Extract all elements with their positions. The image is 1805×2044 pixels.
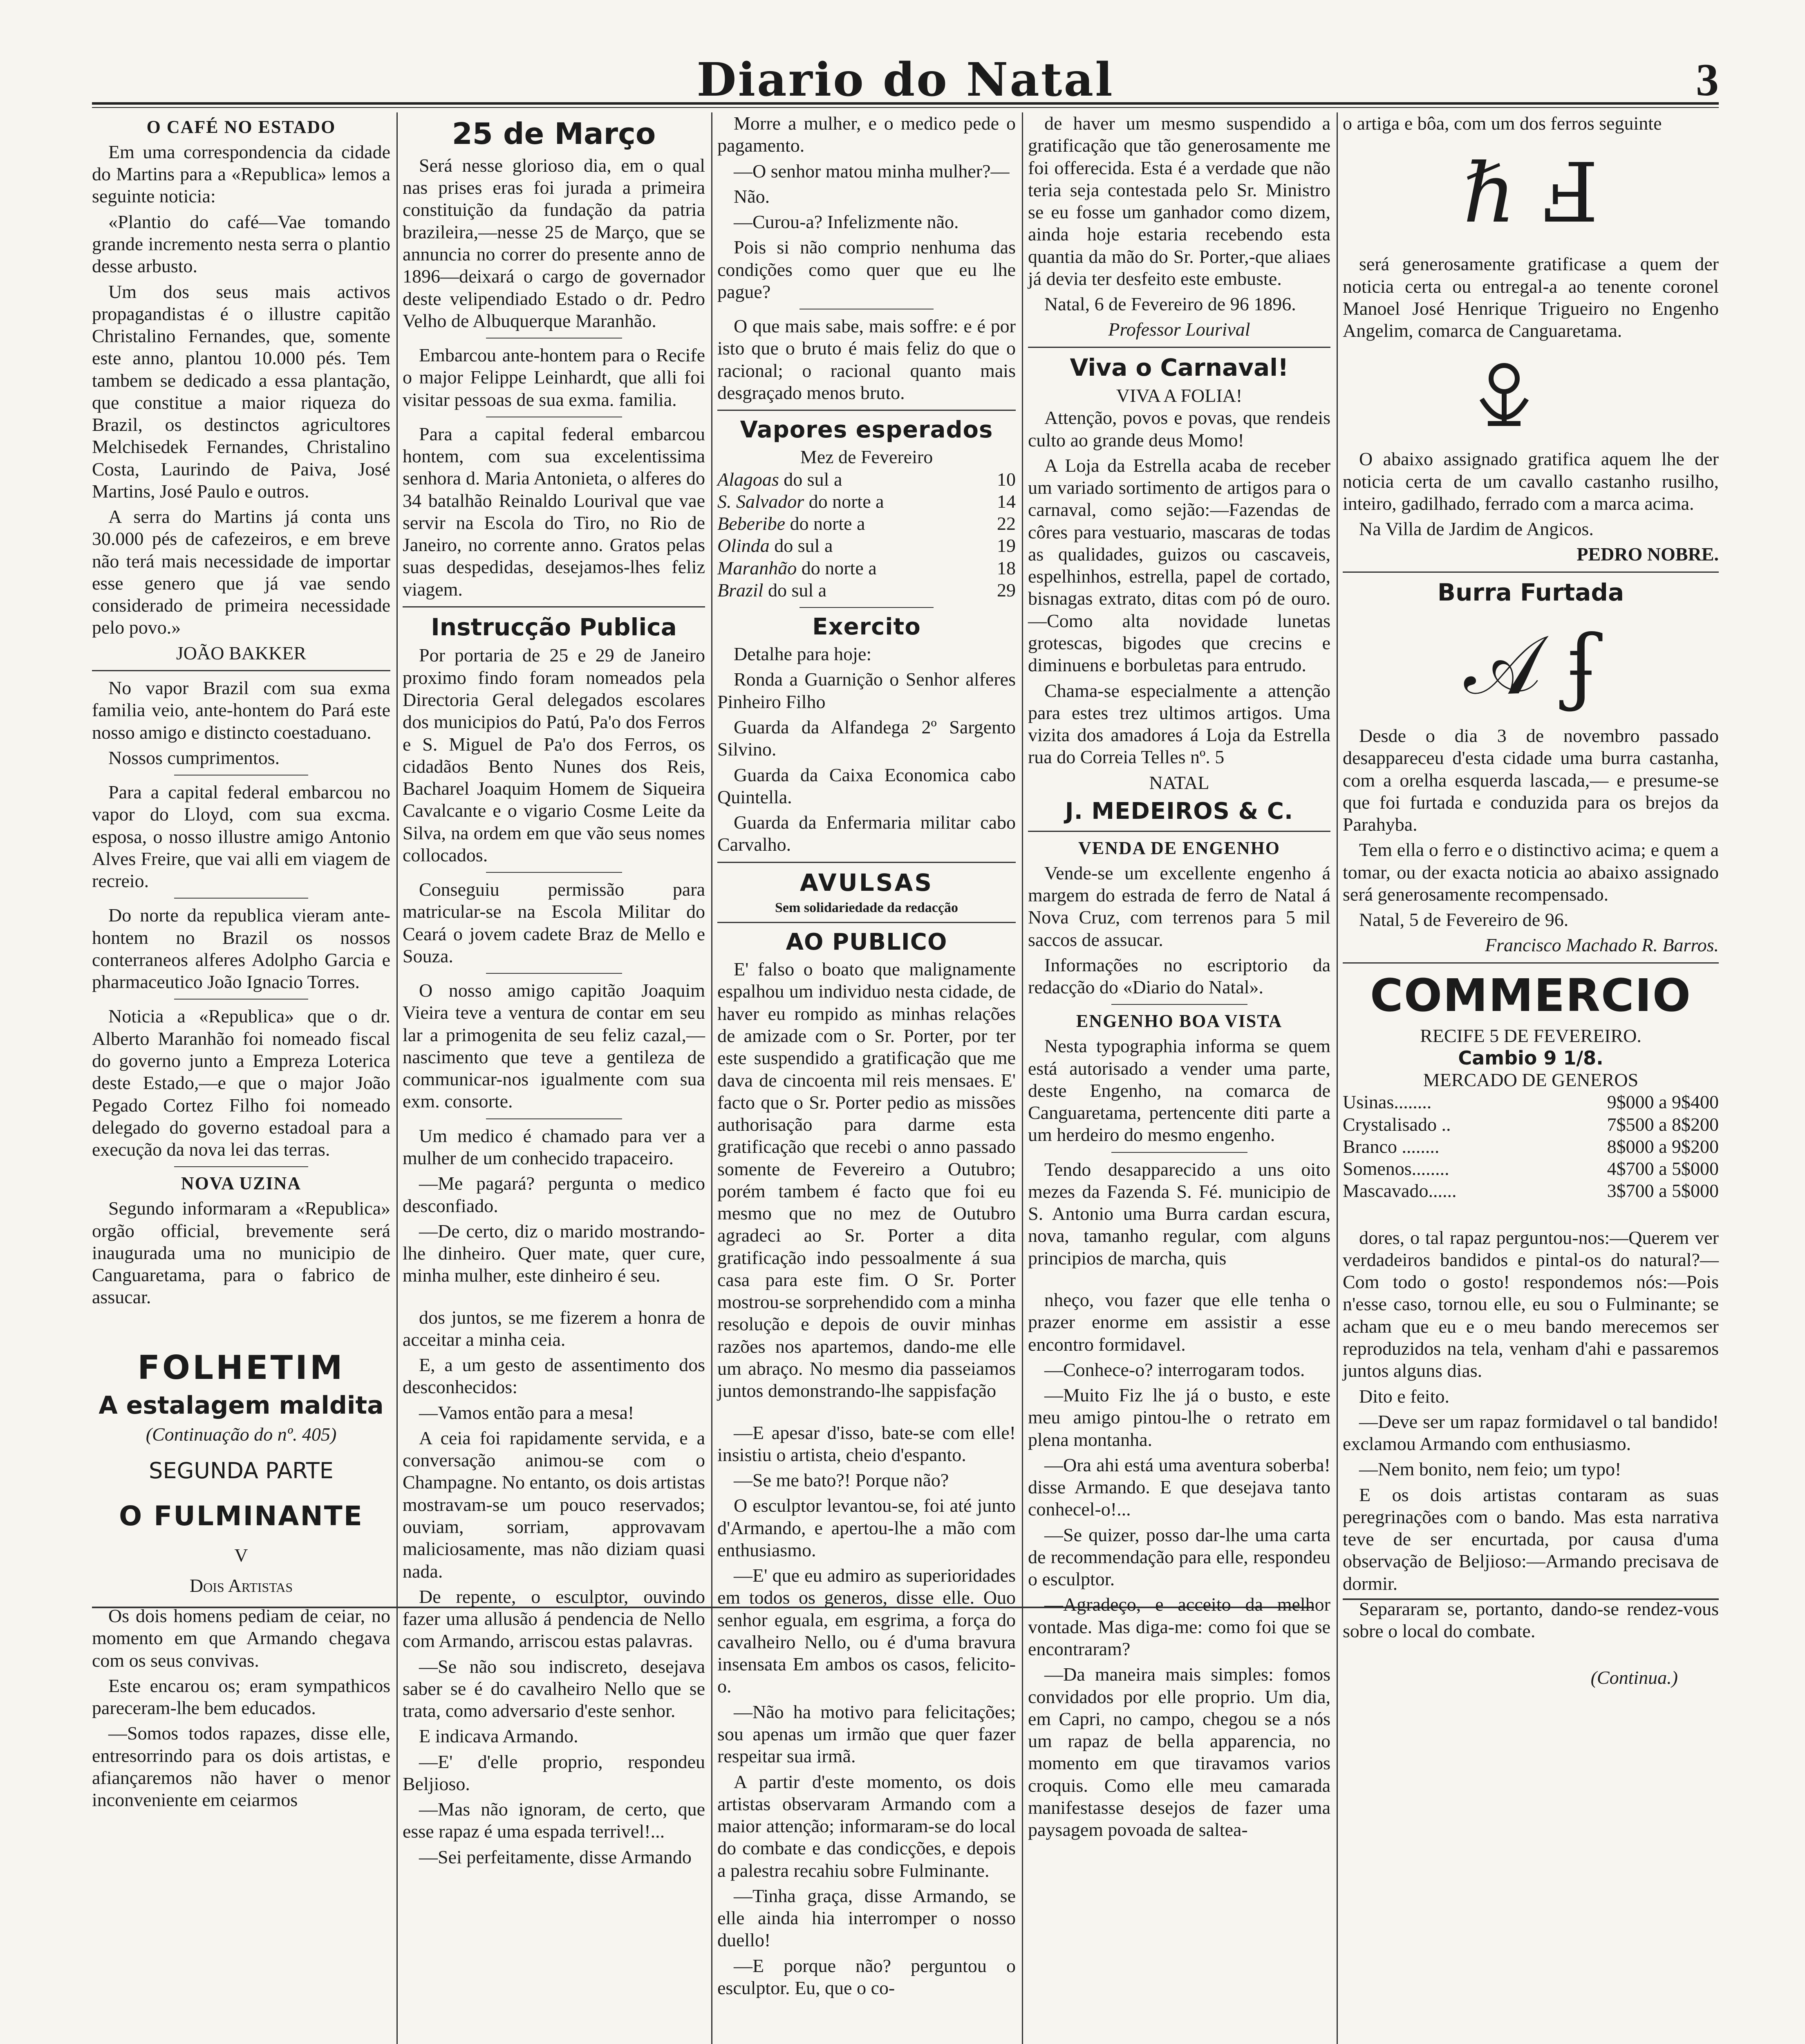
- article-paragraph: Pois si não comprio nenhuma das condições como quer que eu lhe pague?: [717, 237, 1016, 302]
- section-title: Vapores esperados: [740, 417, 993, 444]
- ship-row: Beberibe do norte a 22: [717, 513, 1016, 534]
- folhetim-paragraph: A partir d'este momento, os dois artistas observaram Armando com a maior attenção; informaram-se do local do combate e das condicções, e depois a palestra recahiu sobre Fulminante.: [717, 1771, 1016, 1881]
- folhetim-paragraph: —Nem bonito, nem feio; um typo!: [1359, 1459, 1621, 1480]
- folhetim-paragraph: E os dois artistas contaram as suas peregrinações com o bando. Mas esta narrativa teve de ser encurtada, por causa d'uma observação de Beljioso:—Armando precisava de dormir.: [1343, 1484, 1719, 1594]
- article-title: ENGENHO BOA VISTA: [1076, 1011, 1283, 1031]
- exchange-rate: Cambio 9 1/8.: [1458, 1047, 1603, 1069]
- column-rule: [396, 112, 398, 2044]
- article-title: AO PUBLICO: [786, 929, 947, 956]
- folhetim-paragraph: E indicava Armando.: [419, 1726, 578, 1747]
- divider: [486, 973, 622, 974]
- folhetim-paragraph: —E' que eu admiro as superioridades em todos os generos, disse elle. Ouo senhor eguala, em esgrima, a força do cavalheiro Nello, ou é d'uma bravura insensata Em ambos os casos, felicito-o.: [717, 1565, 1016, 1697]
- article-paragraph: Em uma correspondencia da cidade do Martins para a «Republica» lemos a seguinte noticia:: [92, 141, 390, 207]
- column-rule: [711, 112, 712, 2044]
- article-signature: JOÃO BAKKER: [176, 642, 307, 663]
- folhetim-paragraph: dos juntos, se me fizerem a honra de acceitar a minha ceia.: [403, 1307, 705, 1350]
- divider: [174, 898, 309, 899]
- ship-row: S. Salvador do norte a 14: [717, 491, 1016, 512]
- article-paragraph: Conseguiu permissão para matricular-se na Escola Militar do Ceará o jovem cadete Braz de Mello e Souza.: [403, 879, 705, 966]
- divider: [717, 410, 1016, 411]
- market-row: Mascavado...... 3$700 a 5$000: [1343, 1180, 1719, 1201]
- folhetim-paragraph: —Somos todos rapazes, disse elle, entresorrindo para os dois artistas, e afiançaremos não haver o menor inconveniente em ceiarmos: [92, 1723, 390, 1811]
- column-2: [403, 112, 705, 1977]
- masthead: [92, 53, 1719, 106]
- folhetim-paragraph: —Não ha motivo para felicitações; sou apenas um irmão que quer fazer respeitar sua irmã.: [717, 1701, 1016, 1767]
- column-1: [92, 112, 390, 1977]
- article-paragraph: Não.: [734, 186, 770, 207]
- article-paragraph: Guarda da Enfermaria militar cabo Carvalho.: [717, 812, 1016, 855]
- folhetim-paragraph: —Muito Fiz lhe já o busto, e este meu amigo pintou-lhe o retrato em plena montanha.: [1028, 1385, 1330, 1450]
- market-row: Branco ........ 8$000 a 9$200: [1343, 1136, 1719, 1157]
- article-title: VENDA DE ENGENHO: [1078, 838, 1281, 858]
- newspaper-title: Diario do Natal: [696, 53, 1114, 107]
- article-paragraph: —Me pagará? pergunta o medico desconfiado.: [403, 1173, 705, 1216]
- market-row: Crystalisado .. 7$500 a 8$200: [1343, 1114, 1719, 1135]
- folhetim-part: SEGUNDA PARTE: [149, 1458, 334, 1484]
- folhetim-subtitle: A estalagem maldita: [99, 1391, 384, 1420]
- article-title: Viva o Carnaval!: [1070, 353, 1289, 381]
- horse-brand-mark: [1343, 346, 1719, 444]
- divider: [1111, 1152, 1247, 1153]
- article-paragraph: Nossos cumprimentos.: [108, 747, 280, 768]
- masthead-rule-thin: [92, 107, 1719, 108]
- folhetim-paragraph: —Tinha graça, disse Armando, se elle ainda hia interromper o nosso duello!: [717, 1885, 1016, 1951]
- article-paragraph: —De certo, diz o marido mostrando-lhe dinheiro. Quer mate, quer cure, minha mulher, este dinheiro é seu.: [403, 1220, 705, 1286]
- folhetim-paragraph: —Deve ser um rapaz formidavel o tal bandido! exclamou Armando com enthusiasmo.: [1343, 1411, 1719, 1455]
- column-rule: [1337, 112, 1338, 2044]
- market-place-date: RECIFE 5 DE FEVEREIRO.: [1420, 1025, 1642, 1046]
- article-paragraph: Guarda da Caixa Economica cabo Quintella.: [717, 764, 1016, 807]
- folhetim-paragraph: dores, o tal rapaz perguntou-nos:—Querem ver verdadeiros bandidos e pintal-os do natural?—Com todo o gosto! respondemos nós:—Pois n'esse caso, tornou elle, eu sou o Fulminante; se acham que eu e o meu bando merecemos ser reproduzidos na tela, venham d'ahi e passaremos juntos alguns dias.: [1343, 1227, 1719, 1381]
- ship-row: Alagoas do sul a 10: [717, 468, 1016, 490]
- divider: [403, 606, 705, 607]
- article-title: Burra Furtada: [1437, 578, 1624, 606]
- divider: [799, 607, 934, 608]
- article-paragraph: «Plantio do café—Vae tomando grande incremento nesta serra o plantio desse arbusto.: [92, 211, 390, 277]
- article-paragraph: Ronda a Guarnição o Senhor alferes Pinheiro Filho: [717, 669, 1016, 712]
- column-rule: [1022, 112, 1023, 2044]
- folhetim-paragraph: E, a um gesto de assentimento dos desconhecidos:: [403, 1354, 705, 1398]
- folhetim-heading: FOLHETIM: [137, 1348, 345, 1387]
- column-4: [1028, 112, 1330, 1977]
- column-3: [717, 112, 1016, 1998]
- article-subtitle: VIVA A FOLIA!: [1116, 385, 1243, 406]
- article-signature: Francisco Machado R. Barros.: [1485, 935, 1719, 956]
- ship-row: Olinda do sul a 19: [717, 535, 1016, 556]
- folhetim-chapter-name: Dois Artistas: [189, 1575, 293, 1596]
- section-title: COMMERCIO: [1370, 969, 1692, 1022]
- folhetim-paragraph: —Agradeço, e acceito da melhor vontade. Mas diga-me: como foi que se encontraram?: [1028, 1594, 1330, 1659]
- folhetim-paragraph: —Se quizer, posso dar-lhe uma carta de recommendação para elle, respondeu o esculptor.: [1028, 1524, 1330, 1590]
- folhetim-paragraph: —Ora ahi está uma aventura soberba! disse Armando. E que desejava tanto conhecel-o!...: [1028, 1454, 1330, 1520]
- page-number: 3: [1696, 55, 1719, 105]
- article-paragraph: de haver um mesmo suspendido a gratificação que tão generosamente me foi offerecida. Esta é a verdade que não teria seja contestada pelo Sr. Ministro se eu fosse um ganhador como dizem, ainda hoje estaria recebendo esta quantia da mão do Sr. Porter,-que aliaes já devia ter desfeito este embuste.: [1028, 113, 1330, 289]
- folhetim-paragraph: —Da maneira mais simples: fomos convidados por elle proprio. Um dia, em Capri, no campo, chegou se a nós um rapaz de bella apparencia, no momento em que tiravamos varios croquis. Como elle meu camarada manifestasse desejos de fazer uma paysagem povoada de saltea-: [1028, 1664, 1330, 1840]
- market-row: Usinas........ 9$000 a 9$400: [1343, 1091, 1719, 1113]
- article-paragraph: A serra do Martins já conta uns 30.000 pés de cafezeiros, e em breve não terá mais necessidade de importar esse genero que já vae sendo considerado de primeira necessidade pelo povo.»: [92, 506, 390, 638]
- article-paragraph: E' falso o boato que malignamente espalhou um individuo nesta cidade, de haver eu rompido as minhas relações de amizade com o Sr. Porter, por ter este suspendido a gratificação que me dava de cincoenta mil reis mensaes. E' facto que o Sr. Porter pedio as missões authorisação para darme esta gratificação que recebi o anno passado somente de Fevereiro a Outubro; porém tambem é facto que foi eu mesmo que no mez de Outubro agradeci ao Sr. Porter a dita gratificação indo pessoalmente á sua casa para este fim. O Sr. Porter mostrou-se sorprehendido com a minha resolução e depois de ouvir minhas razões nos apartemos, dando-me elle um abraço. No mesmo dia passeiamos juntos demonstrando-lhe sappisfação: [717, 959, 1016, 1401]
- folhetim-continuation: (Continuação do nº. 405): [146, 1423, 337, 1445]
- article-title: 25 de Março: [452, 117, 656, 151]
- article-paragraph: Na Villa de Jardim de Angicos.: [1359, 518, 1594, 540]
- folhetim-paragraph: —Sei perfeitamente, disse Armando: [419, 1846, 692, 1867]
- article-paragraph: Noticia a «Republica» que o dr. Alberto Maranhão foi nomeado fiscal do governo junto a Empreza Loterica deste Estado,—e que o major João Pegado Cortez Filho foi nomeado delegado do governo estadoal para a execução da nova lei das terras.: [92, 1006, 390, 1160]
- folhetim-paragraph: —Mas não ignoram, de certo, que esse rapaz é uma espada terrivel!...: [403, 1799, 705, 1842]
- divider: [174, 1166, 309, 1167]
- article-paragraph: Informações no escriptorio da redacção do «Diario do Natal».: [1028, 954, 1330, 998]
- folhetim-paragraph: A ceia foi rapidamente servida, e a conversação animou-se com o Champagne. No entanto, os dois artistas mostravam-se um pouco reservados; ouviam, sorriam, approvavam maliciosamente, mas não diziam quasi nada.: [403, 1427, 705, 1582]
- folhetim-paragraph: —Vamos então para a mesa!: [419, 1402, 634, 1423]
- market-heading: MERCADO DE GENEROS: [1423, 1069, 1639, 1091]
- article-paragraph: o artiga e bôa, com um dos ferros seguinte: [1343, 113, 1662, 134]
- article-title: Instrucção Publica: [431, 613, 677, 641]
- article-paragraph: —O senhor matou minha mulher?—: [734, 160, 1010, 182]
- divider: [1343, 962, 1719, 964]
- article-date: Natal, 5 de Fevereiro de 96.: [1359, 909, 1569, 930]
- article-paragraph: —Curou-a? Infelizmente não.: [734, 211, 959, 233]
- article-paragraph: Segundo informaram a «Republica» orgão official, brevemente será inaugurada uma no municipio de Canguaretama, para o fabrico de assucar.: [92, 1198, 390, 1308]
- folhetim-paragraph: O esculptor levantou-se, foi até junto d'Armando, e apertou-lhe a mão com enthusiasmo.: [717, 1495, 1016, 1560]
- folhetim-chapter-title: O FULMINANTE: [119, 1500, 363, 1532]
- cattle-brand-mark: ℏ Ⅎ: [1463, 146, 1599, 242]
- divider: [1028, 831, 1330, 832]
- article-title: O CAFÉ NO ESTADO: [146, 117, 336, 137]
- article-paragraph: Tem ella o ferro e o distinctivo acima; e quem a tomar, ou der exacta noticia ao abaixo assignado será generosamente recompensado.: [1343, 839, 1719, 905]
- masthead-rule: [92, 102, 1719, 105]
- divider: [1343, 572, 1719, 573]
- article-paragraph: Chama-se especialmente a attenção para estes trez ultimos artigos. Uma vizita dos amadores á Loja da Estrella rua do Correia Telles nº. 5: [1028, 680, 1330, 768]
- article-paragraph: No vapor Brazil com sua exma familia veio, ante-hontem do Pará este nosso amigo e distincto coestaduano.: [92, 677, 390, 743]
- article-paragraph: Desde o dia 3 de novembro passado desappareceu d'esta cidade uma burra castanha, com a orelha esquerda lascada,— e presume-se que foi furtada e conduzida para os brejos da Parahyba.: [1343, 725, 1719, 835]
- article-paragraph: Para a capital federal embarcou hontem, com sua excelentissima senhora d. Maria Antonieta, o alferes do 34 batalhão Reinaldo Lourival que vae servir na Escola do Tiro, no Rio de Janeiro, no corrente anno. Gratos pelas suas despedidas, desejamos-lhes feliz viagem.: [403, 423, 705, 600]
- article-title: NOVA UZINA: [181, 1173, 302, 1194]
- folhetim-paragraph: De repente, o esculptor, ouvindo fazer uma allusão á pendencia de Nello com Armando, arriscou estas palavras.: [403, 1586, 705, 1652]
- ship-schedule: [717, 468, 1016, 602]
- continuation-note: (Continua.): [1590, 1667, 1678, 1688]
- divider: [174, 999, 309, 1000]
- article-paragraph: Detalhe para hoje:: [734, 643, 872, 665]
- folhetim-paragraph: nheço, vou fazer que elle tenha o prazer enorme em assistir a esse encontro formidavel.: [1028, 1289, 1330, 1355]
- folhetim-paragraph: —E' d'elle proprio, respondeu Beljioso.: [403, 1751, 705, 1794]
- article-paragraph: Embarcou ante-hontem para o Recife o major Felippe Leinhardt, que alli foi visitar pessoas de sua exma. familia.: [403, 345, 705, 410]
- article-paragraph: Será nesse glorioso dia, em o qual nas prises eras foi jurada a primeira constituição da fundação da patria brazileira,—nesse 25 de Março, que se annuncia no correr do presente anno de 1896—deixará o cargo de governador deste velipendiado Estado o dr. Pedro Velho de Albuquerque Maranhão.: [403, 155, 705, 331]
- article-paragraph: será generosamente gratificase a quem der noticia certa ou entregal-a ao tenente coronel Manoel José Henrique Trigueiro no Engenho Angelim, comarca de Canguaretama.: [1343, 253, 1719, 341]
- brand-symbol-icon: [1343, 346, 1719, 444]
- article-paragraph: Do norte da republica vieram ante-hontem no Brazil os nossos conterraneos alferes Adolpho Garcia e pharmaceutico João Ignacio Torres.: [92, 905, 390, 993]
- article-signature: PEDRO NOBRE.: [1577, 544, 1719, 565]
- ship-row: Maranhão do norte a 18: [717, 557, 1016, 578]
- folhetim-paragraph: —Se não sou indiscreto, desejava saber se é do cavalheiro Nello que se trata, como adversario d'este senhor.: [403, 1656, 705, 1721]
- article-place: NATAL: [1149, 772, 1209, 793]
- article-date: Natal, 6 de Fevereiro de 96 1896.: [1044, 294, 1296, 315]
- article-paragraph: A Loja da Estrella acaba de receber um variado sortimento de artigos para o carnaval, como sejão:—Fazendas de côres para vestuario, mascaras de todas as qualidades, guizos ou cascaveis, espelhinhos, estrella, papel de cortado, bisnagas extrato, ditas com pó de ouro.—Como alta novidade lunetas grotescas, bigodes que crecins e diminuens e borbuletas para entrudo.: [1028, 455, 1330, 676]
- divider: [1028, 347, 1330, 348]
- folhetim-paragraph: Separaram se, portanto, dando-se rendez-vous sobre o local do combate.: [1343, 1598, 1719, 1642]
- article-paragraph: Para a capital federal embarcou no vapor do Lloyd, com sua excma. esposa, o nosso illustre amigo Antonio Alves Freire, que vai alli em viagem de recreio.: [92, 782, 390, 892]
- column-5: [1343, 112, 1719, 1977]
- mule-brand-mark: 𝒜 ʄ: [1464, 618, 1598, 713]
- section-title: Exercito: [812, 614, 921, 641]
- section-subtitle: Mez de Fevereiro: [800, 446, 933, 468]
- article-signature: Professor Lourival: [1108, 319, 1250, 340]
- divider: [92, 670, 390, 671]
- article-paragraph: Guarda da Alfandega 2º Sargento Silvino.: [717, 717, 1016, 760]
- article-paragraph: Por portaria de 25 e 29 de Janeiro proximo findo foram nomeados pela Directoria Geral delegados escolares dos municipios do Patú, Pa'o dos Ferros e S. Miguel de Pa'o dos Ferros, os cidadãos Bento Nunes dos Reis, Bacharel Joaquim Homem de Siqueira Cavalcante e o vigario Cosme Leite da Silva, na ordem em que vão seus nomes collocados.: [403, 645, 705, 865]
- section-subtitle: Sem solidariedade da redacção: [775, 900, 958, 916]
- advertiser-name: J. MEDEIROS & C.: [1065, 798, 1294, 825]
- divider: [717, 922, 1016, 923]
- article-paragraph: Tendo desapparecido a uns oito mezes da Fazenda S. Fé. municipio de S. Antonio uma Burra cardan escura, nova, tamanho regular, com alguns principios de marcha, quis: [1028, 1159, 1330, 1269]
- article-paragraph: O que mais sabe, mais soffre: e é por isto que o bruto é mais feliz do que o racional; o racional quanto mais desgraçado menos bruto.: [717, 316, 1016, 403]
- article-paragraph: Morre a mulher, e o medico pede o pagamento.: [717, 113, 1016, 156]
- divider: [486, 872, 622, 873]
- folhetim-paragraph: —Conhece-o? interrogaram todos.: [1044, 1359, 1305, 1380]
- article-paragraph: Um medico é chamado para ver a mulher de um conhecido trapaceiro.: [403, 1125, 705, 1169]
- folhetim-paragraph: —E apesar d'isso, bate-se com elle! insistiu o artista, cheio d'espanto.: [717, 1422, 1016, 1465]
- article-paragraph: Um dos seus mais activos propagandistas é o illustre capitão Christalino Fernandes, que, somente este anno, plantou 10.000 pés. Tem tambem se dedicado a essa plantação, que constitue a maior riqueza do Brazil, os destinctos agricultores Melchisedek Fernandes, Christalino Costa, Laurindo de Paiva, José Martins, José Paulo e outros.: [92, 281, 390, 502]
- divider: [1111, 1004, 1247, 1005]
- folhetim-paragraph: —E porque não? perguntou o esculptor. Eu, que o co-: [717, 1955, 1016, 1998]
- folhetim-paragraph: —Se me bato?! Porque não?: [734, 1470, 949, 1491]
- article-paragraph: Nesta typographia informa se quem está autorisado a vender uma parte, deste Engenho, na comarca de Canguaretama, pertencente diti parte a um herdeiro do mesmo engenho.: [1028, 1035, 1330, 1145]
- article-paragraph: Attenção, povos e povas, que rendeis culto ao grande deus Momo!: [1028, 407, 1330, 450]
- folhetim-paragraph: Os dois homens pediam de ceiar, no momento em que Armando chegava com os seus convivas.: [92, 1605, 390, 1671]
- market-table: [1343, 1091, 1719, 1202]
- folhetim-paragraph: Este encarou os; eram sympathicos pareceram-lhe bem educados.: [92, 1675, 390, 1719]
- ship-row: Brazil do sul a 29: [717, 579, 1016, 601]
- article-paragraph: O nosso amigo capitão Joaquim Vieira teve a ventura de contar em seu lar a primogenita de seu feliz cazal,—nascimento que teve a gentileza de communicar-nos igualmente com sua exm. consorte.: [403, 980, 705, 1112]
- market-row: Somenos........ 4$700 a 5$000: [1343, 1158, 1719, 1179]
- section-title: AVULSAS: [799, 868, 934, 896]
- article-paragraph: O abaixo assignado gratifica aquem lhe der noticia certa de um cavallo castanho rusilho, inteiro, gadilhado, ferrado com a marca acima.: [1343, 448, 1719, 514]
- divider: [486, 1118, 622, 1119]
- divider: [717, 862, 1016, 863]
- folhetim-chapter-number: V: [234, 1544, 248, 1566]
- folhetim-paragraph: Dito e feito.: [1359, 1385, 1449, 1407]
- article-paragraph: Vende-se um excellente engenho á margem do estrada de ferro de Natal á Nova Cruz, com terrenos para 5 mil saccos de assucar.: [1028, 862, 1330, 950]
